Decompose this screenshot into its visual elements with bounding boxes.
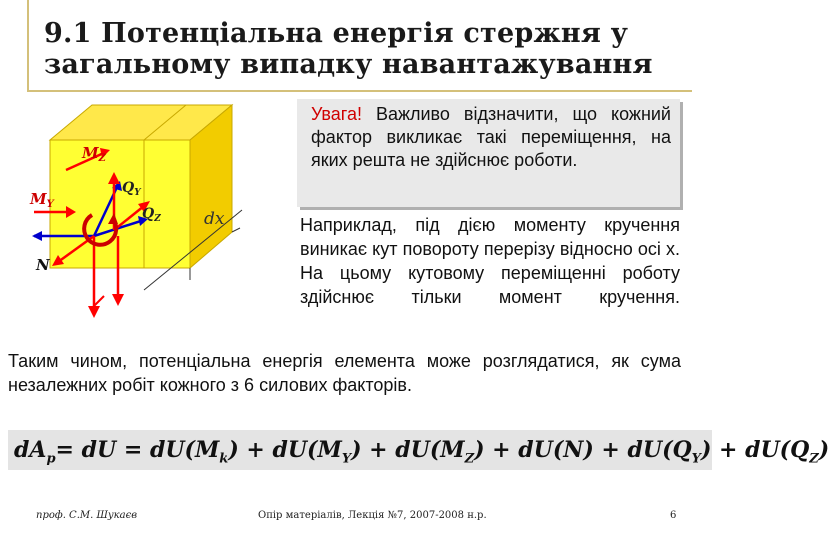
- qy-label: $Q_Y$: [122, 180, 141, 198]
- my-label: $M_Y$: [30, 190, 54, 210]
- prism-front-face: [50, 140, 190, 268]
- warning-label: Увага!: [311, 104, 362, 124]
- footer-author: проф. С.М. Шукаєв: [36, 510, 138, 521]
- n-label: N: [36, 256, 50, 274]
- note-text: [311, 103, 671, 172]
- footer-course: Опір матеріалів, Лекція №7, 2007-2008 н.р.: [258, 510, 487, 521]
- page-title: 9.1 Потенціальна енергія стержня у загальному випадку навантажування: [44, 18, 653, 80]
- title-frame-bottom: [27, 90, 692, 92]
- mz-label: $M_Z$: [82, 144, 106, 164]
- beam-element-figure: [14, 100, 270, 330]
- title-frame-left: [27, 0, 29, 92]
- qz-label: $Q_Z$: [142, 206, 161, 224]
- page-number: 6: [670, 510, 677, 521]
- dx-label: dx: [204, 209, 225, 229]
- example-paragraph: Наприклад, під дією моменту кручення виникає кут повороту перерізу відносно осі x. На цьому кутовому переміщенні роботу здійснює тільки момент кручення.: [300, 215, 680, 307]
- summary-paragraph: Таким чином, потенціальна енергія елемента може розглядатися, як сума незалежних робіт кожного з 6 силових факторів.: [8, 351, 681, 395]
- energy-formula: $dA_p=$ dU = $dU(M_k) + dU(M_Y) + dU(M_Z) + dU(N) + dU(Q_Y) + dU(Q_Z)$: [14, 437, 829, 467]
- note-body: Важливо відзначити, що кожний фактор викликає такі переміщення, на яких решта не здійснює роботи.: [311, 104, 671, 170]
